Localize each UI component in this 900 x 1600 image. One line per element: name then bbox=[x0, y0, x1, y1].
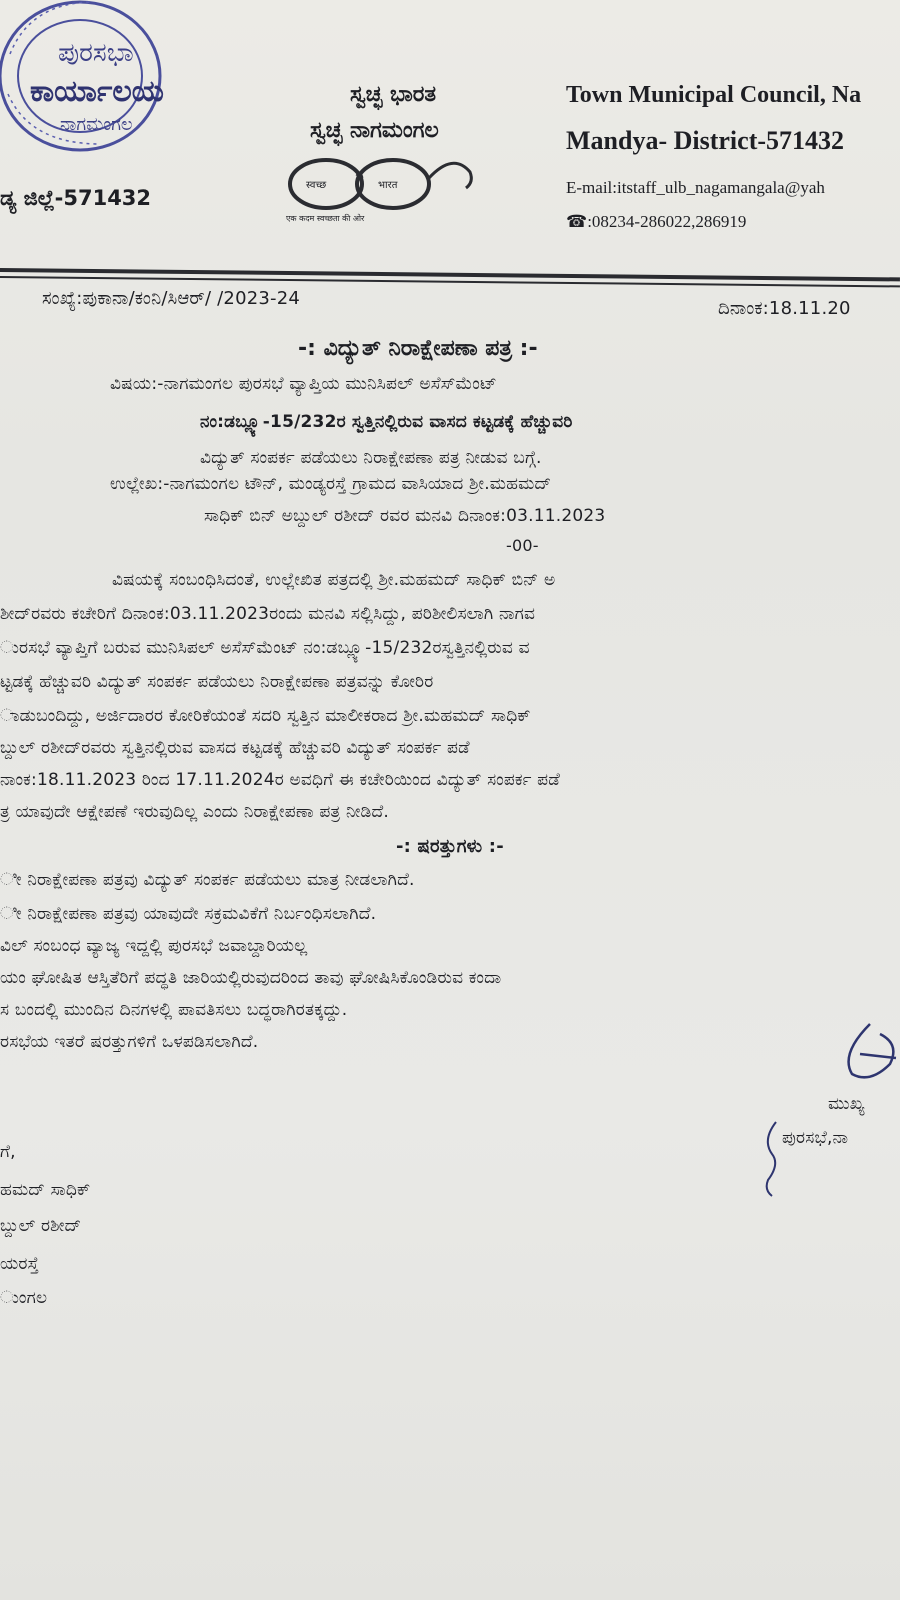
council-name: Town Municipal Council, Na bbox=[566, 82, 862, 108]
header-district-kannada: ಡ್ಯ ಜಿಲ್ಲೆ-571432 bbox=[0, 186, 152, 210]
condition-6: ರಸಭೆಯ ಇತರೆ ಷರತ್ತುಗಳಿಗೆ ಒಳಪಡಿಸಲಾಗಿದೆ. bbox=[0, 1032, 259, 1052]
council-district: Mandya- District-571432 bbox=[566, 126, 845, 155]
condition-5: ಸ ಬಂದಲ್ಲಿ ಮುಂದಿನ ದಿನಗಳಲ್ಲಿ ಪಾವತಿಸಲು ಬದ್ಧರಾಗಿರತಕ್ಕದ್ದು. bbox=[0, 1000, 348, 1020]
body-line-4: ಟ್ಟಡಕ್ಕೆ ಹೆಚ್ಚುವರಿ ವಿದ್ಯುತ್ ಸಂಪರ್ಕ ಪಡೆಯಲು ನಿರಾಕ್ಷೇಪಣಾ ಪತ್ರವನ್ನು ಕೋರಿರ bbox=[0, 672, 434, 692]
seal-line-3: ನಾಗಮಂಗಲ bbox=[60, 114, 133, 135]
document-title: -: ವಿದ್ಯುತ್ ನಿರಾಕ್ಷೇಪಣಾ ಪತ್ರ :- bbox=[298, 336, 538, 361]
seal-line-2: ಕಾರ್ಯಾಲಯ bbox=[30, 74, 164, 109]
reference-number: ಸಂಖ್ಯೆ:ಪುಕಾನಾ/ಕಂನಿ/ಸಿಆರ್/ /2023-24 bbox=[42, 288, 301, 309]
body-line-6: ಬ್ದುಲ್ ರಶೀದ್‌ರವರು ಸ್ವತ್ತಿನಲ್ಲಿರುವ ವಾಸದ ಕಟ್ಟಡಕ್ಕೆ ಹೆಚ್ಚುವರಿ ವಿದ್ಯುತ್ ಸಂಪರ್ಕ ಪಡೆ bbox=[0, 738, 470, 758]
recipient-line-5: ುಂಗಲ bbox=[0, 1288, 48, 1308]
conditions-title: -: ಷರತ್ತುಗಳು :- bbox=[396, 836, 504, 857]
logo-word-right: भारत bbox=[378, 180, 398, 191]
letter-date: ದಿನಾಂಕ:18.11.20 bbox=[718, 298, 851, 319]
subject-line-3: ವಿದ್ಯುತ್ ಸಂಪರ್ಕ ಪಡೆಯಲು ನಿರಾಕ್ಷೇಪಣಾ ಪತ್ರ ನೀಡುವ ಬಗ್ಗೆ. bbox=[200, 448, 542, 468]
council-email: E-mail:itstaff_ulb_nagamangala@yah bbox=[566, 178, 825, 197]
body-line-1: ವಿಷಯಕ್ಕೆ ಸಂಬಂಧಿಸಿದಂತೆ, ಉಲ್ಲೇಖಿತ ಪತ್ರದಲ್ಲಿ ಶ್ರೀ.ಮಹಮದ್ ಸಾಧಿಕ್ ಬಿನ್ ಅ bbox=[112, 570, 556, 590]
logo-tagline: एक कदम स्वच्छता की ओर bbox=[286, 214, 365, 223]
recipient-line-1: ಗೆ, bbox=[0, 1142, 16, 1162]
seal-line-1: ಪುರಸಭಾ bbox=[58, 38, 134, 68]
reference-line-1: ಉಲ್ಲೇಖ:-ನಾಗಮಂಗಲ ಟೌನ್, ಮಂಡ್ಯರಸ್ತೆ ಗ್ರಾಮದ ವಾಸಿಯಾದ ಶ್ರೀ.ಮಹಮದ್ bbox=[110, 474, 552, 494]
logo-word-left: स्वच्छ bbox=[306, 180, 327, 191]
body-line-8: ತ್ರ ಯಾವುದೇ ಆಕ್ಷೇಪಣೆ ಇರುವುದಿಲ್ಲ ಎಂದು ನಿರಾಕ್ಷೇಪಣಾ ಪತ್ರ ನೀಡಿದೆ. bbox=[0, 802, 389, 822]
condition-4: ಯಂ ಘೋಷಿತ ಆಸ್ತಿತೆರಿಗೆ ಪದ್ಧತಿ ಜಾರಿಯಲ್ಲಿರುವುದರಿಂದ ತಾವು ಘೋಷಿಸಿಕೊಂಡಿರುವ ಕಂದಾ bbox=[0, 968, 502, 988]
subject-line-1: ವಿಷಯ:-ನಾಗಮಂಗಲ ಪುರಸಭೆ ವ್ಯಾಪ್ತಿಯ ಮುನಿಸಿಪಲ್ ಅಸೆಸ್‌ಮೆಂಟ್ bbox=[110, 374, 497, 394]
slogan-swachh-nagamangala: ಸ್ವಚ್ಛ ನಾಗಮಂಗಲ bbox=[310, 118, 439, 143]
recipient-line-2: ಹಮದ್ ಸಾಧಿಕ್ bbox=[0, 1180, 91, 1200]
phone-icon: ☎ bbox=[566, 212, 588, 231]
condition-2: ೀ ನಿರಾಕ್ಷೇಪಣಾ ಪತ್ರವು ಯಾವುದೇ ಸಕ್ರಮವಿಕೆಗೆ ನಿರ್ಬಂಧಿಸಲಾಗಿದೆ. bbox=[0, 904, 377, 924]
recipient-line-4: ಯರಸ್ತೆ bbox=[0, 1254, 39, 1274]
body-line-2: ಶೀದ್‌ರವರು ಕಚೇರಿಗೆ ದಿನಾಂಕ:03.11.2023ರಂದು ಮನವಿ ಸಲ್ಲಿಸಿದ್ದು, ಪರಿಶೀಲಿಸಲಾಗಿ ನಾಗವ bbox=[0, 604, 536, 624]
council-phone-row bbox=[566, 212, 746, 232]
body-line-7: ನಾಂಕ:18.11.2023 ರಿಂದ 17.11.2024ರ ಅವಧಿಗೆ ಈ ಕಚೇರಿಯಿಂದ ವಿದ್ಯುತ್ ಸಂಪರ್ಕ ಪಡೆ bbox=[0, 770, 560, 790]
condition-1: ೀ ನಿರಾಕ್ಷೇಪಣಾ ಪತ್ರವು ವಿದ್ಯುತ್ ಸಂಪರ್ಕ ಪಡೆಯಲು ಮಾತ್ರ ನೀಡಲಾಗಿದೆ. bbox=[0, 870, 415, 890]
signatory-line-2: ಪುರಸಭೆ,ನಾ bbox=[782, 1128, 849, 1148]
reference-line-2: ಸಾಧಿಕ್ ಬಿನ್ ಅಬ್ದುಲ್ ರಶೀದ್ ರವರ ಮನವಿ ದಿನಾಂಕ:03.11.2023 bbox=[204, 506, 606, 526]
condition-3: ವಿಲ್ ಸಂಬಂಧ ವ್ಯಾಜ್ಯ ಇದ್ದಲ್ಲಿ ಪುರಸಭೆ ಜವಾಬ್ದಾರಿಯಲ್ಲ bbox=[0, 936, 308, 956]
subject-line-2: ನಂ:ಡಬ್ಲ್ಯೂ-15/232ರ ಸ್ವತ್ತಿನಲ್ಲಿರುವ ವಾಸದ ಕಟ್ಟಡಕ್ಕೆ ಹೆಚ್ಚುವರಿ bbox=[200, 412, 573, 432]
signatory-line-1: ಮುಖ್ಯ bbox=[828, 1094, 865, 1114]
body-line-5: ಾಡುಬಂದಿದ್ದು, ಅರ್ಜಿದಾರರ ಕೋರಿಕೆಯಂತೆ ಸದರಿ ಸ್ವತ್ತಿನ ಮಾಲೀಕರಾದ ಶ್ರೀ.ಮಹಮದ್ ಸಾಧಿಕ್ bbox=[0, 706, 531, 726]
recipient-line-3: ಬ್ದುಲ್ ರಶೀದ್ bbox=[0, 1216, 82, 1236]
officer-signature bbox=[830, 1014, 900, 1094]
section-separator: -00- bbox=[506, 536, 539, 555]
slogan-swachh-bharat: ಸ್ವಚ್ಛ ಭಾರತ bbox=[350, 82, 437, 107]
council-phone: :08234-286022,286919 bbox=[587, 212, 747, 231]
body-line-3: ುರಸಭೆ ವ್ಯಾಪ್ತಿಗೆ ಬರುವ ಮುನಿಸಿಪಲ್ ಅಸೆಸ್‌ಮೆಂಟ್ ನಂ:ಡಬ್ಲ್ಯೂ-15/232ರಸ್ವತ್ತಿನಲ್ಲಿರುವ ವ bbox=[0, 638, 530, 658]
